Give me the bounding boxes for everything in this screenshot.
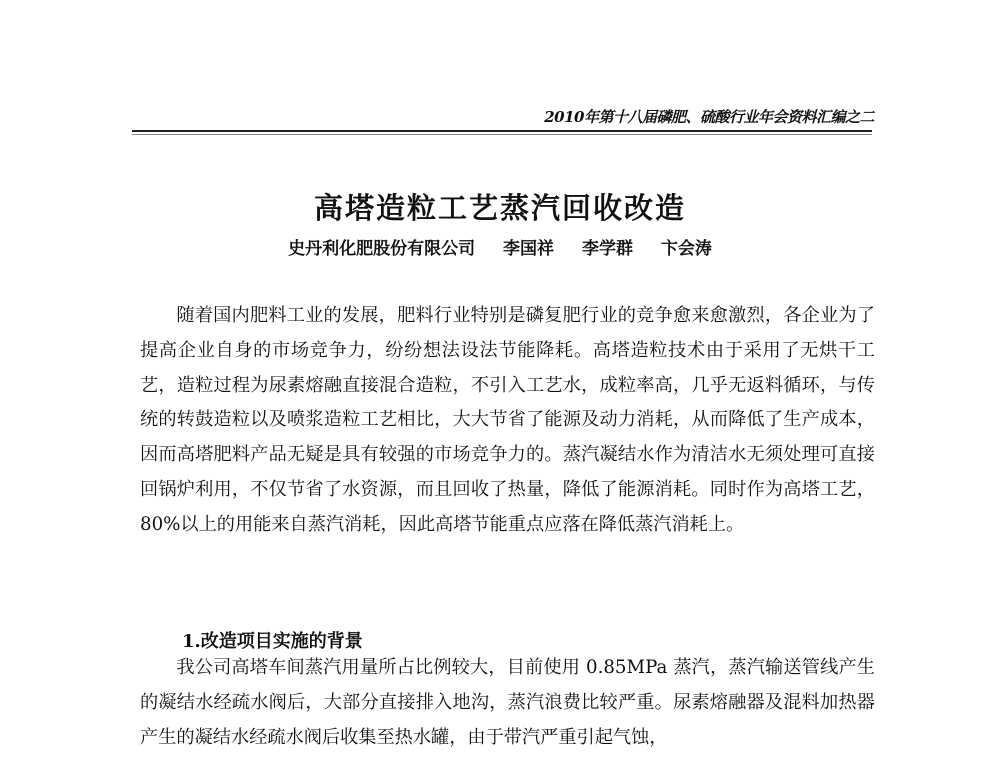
author-company: 史丹利化肥股份有限公司	[288, 239, 476, 259]
running-header: 2010年第十八届磷肥、硫酸行业年会资料汇编之二	[544, 108, 874, 126]
article-title: 高塔造粒工艺蒸汽回收改造	[313, 191, 686, 225]
author-name: 李国祥	[503, 239, 555, 259]
intro-paragraph	[140, 299, 875, 543]
author-line	[0, 234, 1000, 259]
section-heading: 1.改造项目实施的背景	[182, 631, 363, 652]
background-paragraph	[140, 651, 875, 755]
header-rule-thin	[132, 134, 872, 135]
paragraph-text: 随着国内肥料工业的发展，肥料行业特别是磷复肥行业的竞争愈来愈激烈，各企业为了提高企业自身的市场竞争力，纷纷想法设法节能降耗。高塔造粒技术由于采用了无烘干工艺，造粒过程为尿素熔融直接混合造粒，不引入工艺水，成粒率高，几乎无返料循环，与传统的转鼓造粒以及喷浆造粒工艺相比，大大节省了能源及动力消耗，从而降低了生产成本，因而高塔肥料产品无疑是具有较强的市场竞争力的。蒸汽凝结水作为清洁水无须处理可直接回锅炉利用，不仅节省了水资源，而且回收了热量，降低了能源消耗。同时作为高塔工艺，80%以上的用能来自蒸汽消耗，因此高塔节能重点应落在降低蒸汽消耗上。	[140, 305, 875, 535]
paragraph-text: 我公司高塔车间蒸汽用量所占比例较大，目前使用 0.85MPa 蒸汽，蒸汽输送管线产生的凝结水经疏水阀后，大部分直接排入地沟，蒸汽浪费比较严重。尿素熔融器及混料加热器产生的凝结水经疏水阀后收集至热水罐，由于带汽严重引起气蚀，	[140, 657, 875, 748]
header-rule	[132, 130, 872, 132]
author-name: 李学群	[581, 239, 633, 259]
author-name: 卞会涛	[660, 239, 712, 259]
